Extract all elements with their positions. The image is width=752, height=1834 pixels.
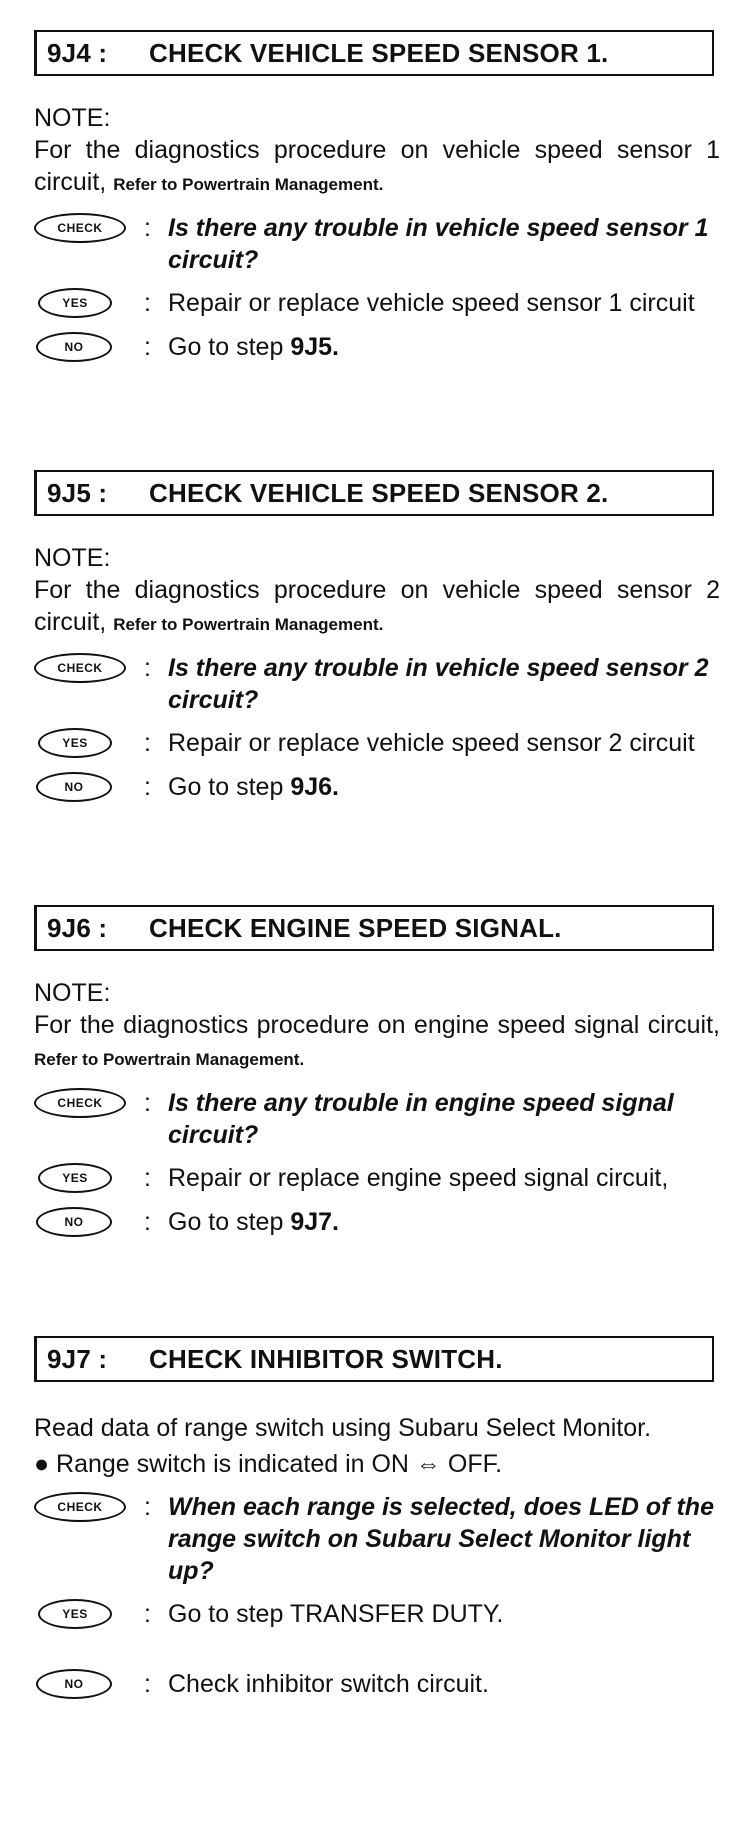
step-header [34,30,714,76]
yes-badge-icon: YES [38,288,112,318]
step-id: 9J5 : [47,477,108,508]
bullet-item: ● Range switch is indicated in ON ⇔ OFF. [34,1450,503,1478]
check-question: Is there any trouble in engine speed signal circuit? [168,1089,674,1149]
step-section-9j7 [34,1336,734,1701]
no-badge-icon: NO [36,332,112,362]
check-row: CHECK : Is there any trouble in engine speed signal circuit? [34,1086,734,1151]
check-badge-icon: CHECK [34,1088,126,1118]
step-id: 9J6 : [47,912,108,943]
step-id: 9J4 : [47,37,108,68]
yes-row: YES : Go to step TRANSFER DUTY. [34,1597,734,1631]
yes-action: Repair or replace engine speed signal circuit, [168,1164,669,1192]
step-section-9j4 [34,30,734,364]
yes-badge-icon: YES [38,1163,112,1193]
note-text: For the diagnostics procedure on vehicle speed sensor 2 circuit, Refer to Powertrain Management. [34,576,720,636]
no-badge-icon: NO [36,1207,112,1237]
no-row: NO : Go to step 9J5. [34,330,734,364]
no-badge-icon: NO [36,772,112,802]
no-action: Go to step 9J5. [168,333,339,361]
step-title: CHECK VEHICLE SPEED SENSOR 1. [149,37,609,68]
note-reference: Refer to Powertrain Management. [34,1050,305,1069]
no-row: NO : Go to step 9J6. [34,770,734,804]
no-action: Go to step 9J7. [168,1208,339,1236]
note-text: For the diagnostics procedure on vehicle speed sensor 1 circuit, Refer to Powertrain Management. [34,136,720,196]
yes-row: YES : Repair or replace vehicle speed sensor 2 circuit [34,726,734,760]
step-section-9j5 [34,470,734,804]
step-header [34,470,714,516]
yes-action: Repair or replace vehicle speed sensor 1 circuit [168,289,695,317]
no-badge-icon: NO [36,1669,112,1699]
step-section-9j6 [34,905,734,1239]
no-step-link[interactable]: 9J5. [290,333,339,361]
step-header [34,905,714,951]
check-badge-icon: CHECK [34,1492,126,1522]
check-question: When each range is selected, does LED of the range switch on Subaru Select Monitor light up? [168,1493,714,1585]
no-step-link[interactable]: 9J7. [290,1208,339,1236]
step-title: CHECK INHIBITOR SWITCH. [149,1343,503,1374]
check-question: Is there any trouble in vehicle speed sensor 1 circuit? [168,214,709,274]
step-title: CHECK ENGINE SPEED SIGNAL. [149,912,562,943]
check-badge-icon: CHECK [34,653,126,683]
no-action: Check inhibitor switch circuit. [168,1670,489,1698]
note-reference: Refer to Powertrain Management. [113,175,384,194]
yes-badge-icon: YES [38,1599,112,1629]
check-question: Is there any trouble in vehicle speed sensor 2 circuit? [168,654,709,714]
note-heading: NOTE: [34,544,111,572]
no-row: NO : Check inhibitor switch circuit. [34,1667,734,1701]
step-header [34,1336,714,1382]
note-reference: Refer to Powertrain Management. [113,615,384,634]
check-row: CHECK : Is there any trouble in vehicle speed sensor 1 circuit? [34,211,734,276]
instruction-text: Read data of range switch using Subaru Select Monitor. [34,1414,652,1442]
yes-row: YES : Repair or replace engine speed signal circuit, [34,1161,734,1195]
no-row: NO : Go to step 9J7. [34,1205,734,1239]
note-heading: NOTE: [34,104,111,132]
note-heading: NOTE: [34,979,111,1007]
yes-badge-icon: YES [38,728,112,758]
yes-action: Repair or replace vehicle speed sensor 2 circuit [168,729,695,757]
check-row: CHECK : When each range is selected, does LED of the range switch on Subaru Select Monitor light up? [34,1490,734,1587]
check-row: CHECK : Is there any trouble in vehicle speed sensor 2 circuit? [34,651,734,716]
no-action: Go to step 9J6. [168,773,339,801]
yes-row: YES : Repair or replace vehicle speed sensor 1 circuit [34,286,734,320]
step-id: 9J7 : [47,1343,108,1374]
no-step-link[interactable]: 9J6. [290,773,339,801]
note-text: For the diagnostics procedure on engine speed signal circuit, Refer to Powertrain Management. [34,1011,720,1069]
step-title: CHECK VEHICLE SPEED SENSOR 2. [149,477,609,508]
yes-action: Go to step TRANSFER DUTY. [168,1600,504,1628]
check-badge-icon: CHECK [34,213,126,243]
